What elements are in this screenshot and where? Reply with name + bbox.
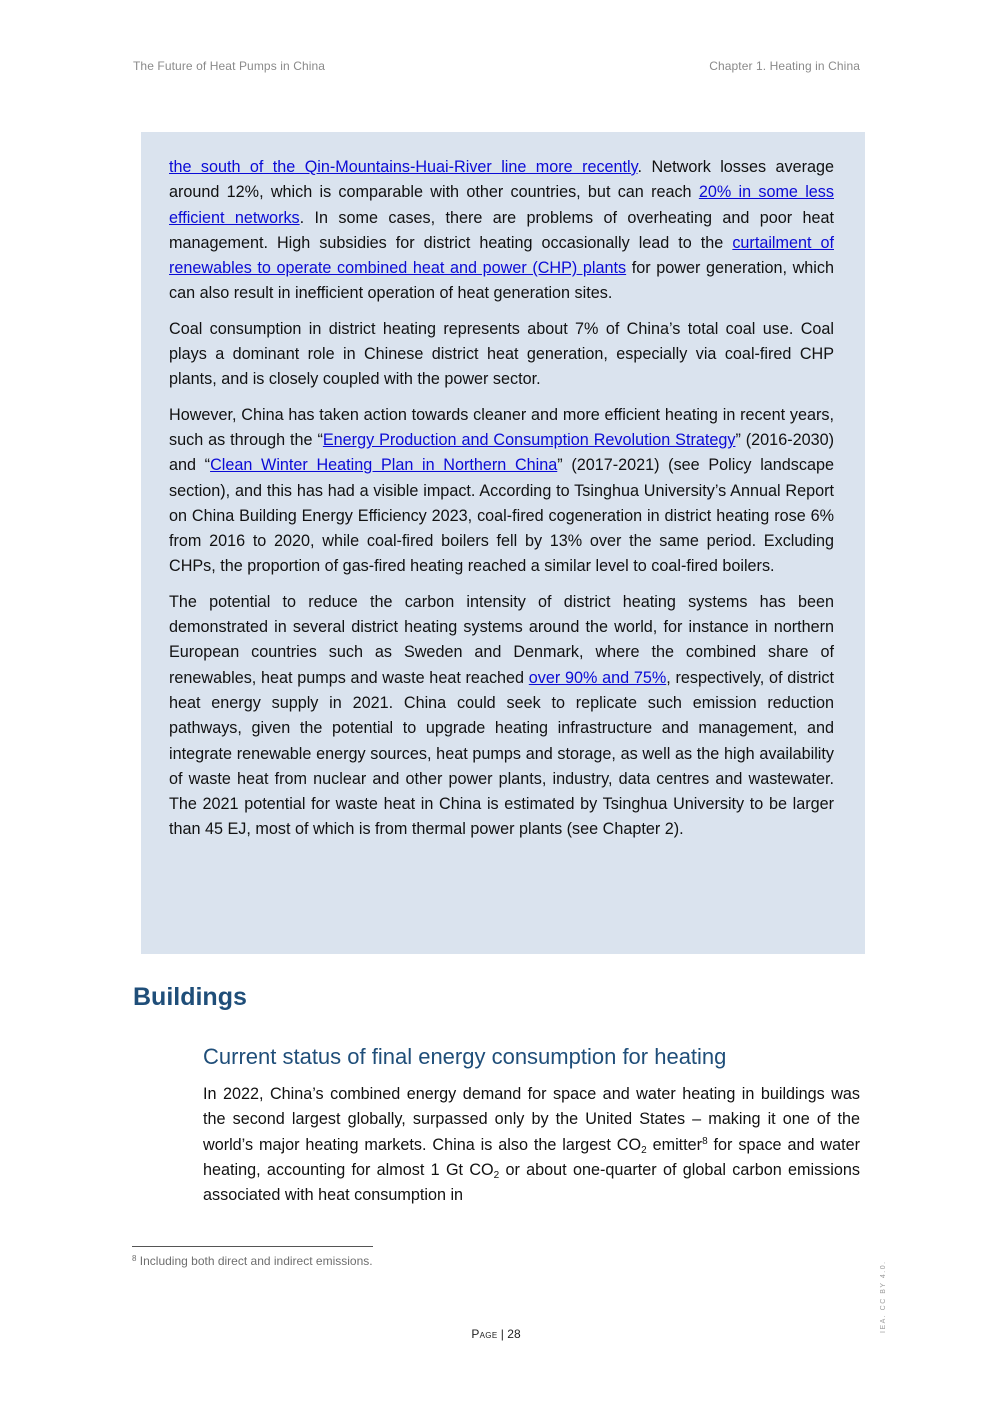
text-run: In 2022, China’s combined energy demand for space and water heating in buildings was the second largest globally, surpassed only by the United States – making it one of the world’s major heating markets. China is also the largest CO — [203, 1085, 860, 1154]
footnote-marker: 8 — [132, 1254, 137, 1263]
text-run: , respectively, of district heat energy supply in 2021. China could seek to replicate such emission reduction pathways, given the potential to upgrade heating infrastructure and management, and integrate renewable energy sources, heat pumps and storage, as well as the high availability of waste heat from nuclear and other power plants, industry, data centres and wastewater. The 2021 potential for waste heat in China is estimated by Tsinghua University to be larger than 45 EJ, most of which is from thermal power plants (see Chapter 2). — [169, 668, 834, 839]
text-run: The potential to reduce the carbon intensity of district heating systems has been demonstrated in several district heating systems around the world, for instance in northern European countries such as Sweden and Denmark, where the combined share of renewables, heat pumps and waste heat reached — [169, 592, 834, 687]
subscript: 2 — [641, 1144, 647, 1156]
link-over-90-and-75[interactable]: over 90% and 75% — [528, 668, 667, 687]
text-run: . Network losses average around 12%, which is comparable with other countries, but can reach — [169, 158, 834, 202]
text-run: emitter — [646, 1135, 703, 1154]
callout-paragraph-1 — [169, 155, 834, 307]
page-label: Page — [471, 1327, 498, 1341]
running-header-chapter: Chapter 1. Heating in China — [709, 59, 860, 73]
link-chp-curtailment[interactable]: curtailment of renewables to operate combined heat and power (CHP) plants — [169, 233, 834, 278]
callout-paragraph-3 — [169, 403, 834, 580]
text-run: . In some cases, there are problems of overheating and poor heat management. High subsidies for district heating occasionally lead to the — [169, 208, 835, 252]
subsection-title: Current status of final energy consumption for heating — [203, 1044, 727, 1069]
text-run: for power generation, which can also result in inefficient operation of heat generation sites. — [169, 259, 834, 303]
text-run: However, China has taken action towards cleaner and more efficient heating in recent years, such as through the “ — [169, 405, 834, 449]
running-header-title: The Future of Heat Pumps in China — [133, 59, 326, 73]
section-title: Buildings — [133, 983, 247, 1011]
callout-paragraph-2: Coal consumption in district heating represents about 7% of China’s total coal use. Coal plays a dominant role in Chinese district heat generation, especially via coal-fired CHP plants, and is closely coupled with the power sector. — [169, 319, 834, 389]
footnote — [132, 1254, 373, 1268]
subscript: 2 — [493, 1169, 500, 1181]
callout-paragraph-4 — [169, 590, 834, 843]
license-notice: IEA. CC BY 4.0. — [880, 1260, 887, 1333]
page-number-value: 28 — [507, 1327, 521, 1341]
footnote-divider — [132, 1246, 373, 1247]
callout-content — [169, 155, 834, 853]
footnote-text: Including both direct and indirect emissions. — [136, 1254, 373, 1268]
district-heating-callout-box — [141, 132, 865, 954]
body-paragraph — [203, 1082, 860, 1208]
link-qin-huai-line[interactable]: the south of the Qin-Mountains-Huai-River line more recently — [169, 158, 638, 176]
text-run: for space and water heating, accounting for almost 1 Gt CO — [203, 1135, 860, 1179]
page-separator: | — [497, 1327, 508, 1341]
text-run: ” (2017-2021) (see Policy landscape section), and this has had a visible impact. According to Tsinghua University’s Annual Report on China Building Energy Efficiency 2023, coal-fired cogeneration in district heating rose 6% from 2016 to 2020, while coal-fired boilers fell by 13% over the same period. Excluding CHPs, the proportion of gas-fired heating reached a similar level to coal-fired boilers. — [169, 456, 834, 576]
link-energy-revolution-strategy[interactable]: Energy Production and Consumption Revolution Strategy — [322, 430, 736, 449]
link-less-efficient-networks[interactable]: 20% in some less efficient networks — [169, 183, 834, 227]
text-run: or about one-quarter of global carbon emissions associated with heat consumption in — [203, 1160, 860, 1205]
footnote-reference[interactable]: 8 — [702, 1135, 708, 1147]
text-run: ” (2016-2030) and “ — [169, 430, 834, 475]
page-number — [0, 1327, 992, 1341]
link-clean-winter-heating-plan[interactable]: Clean Winter Heating Plan in Northern China — [210, 456, 558, 475]
